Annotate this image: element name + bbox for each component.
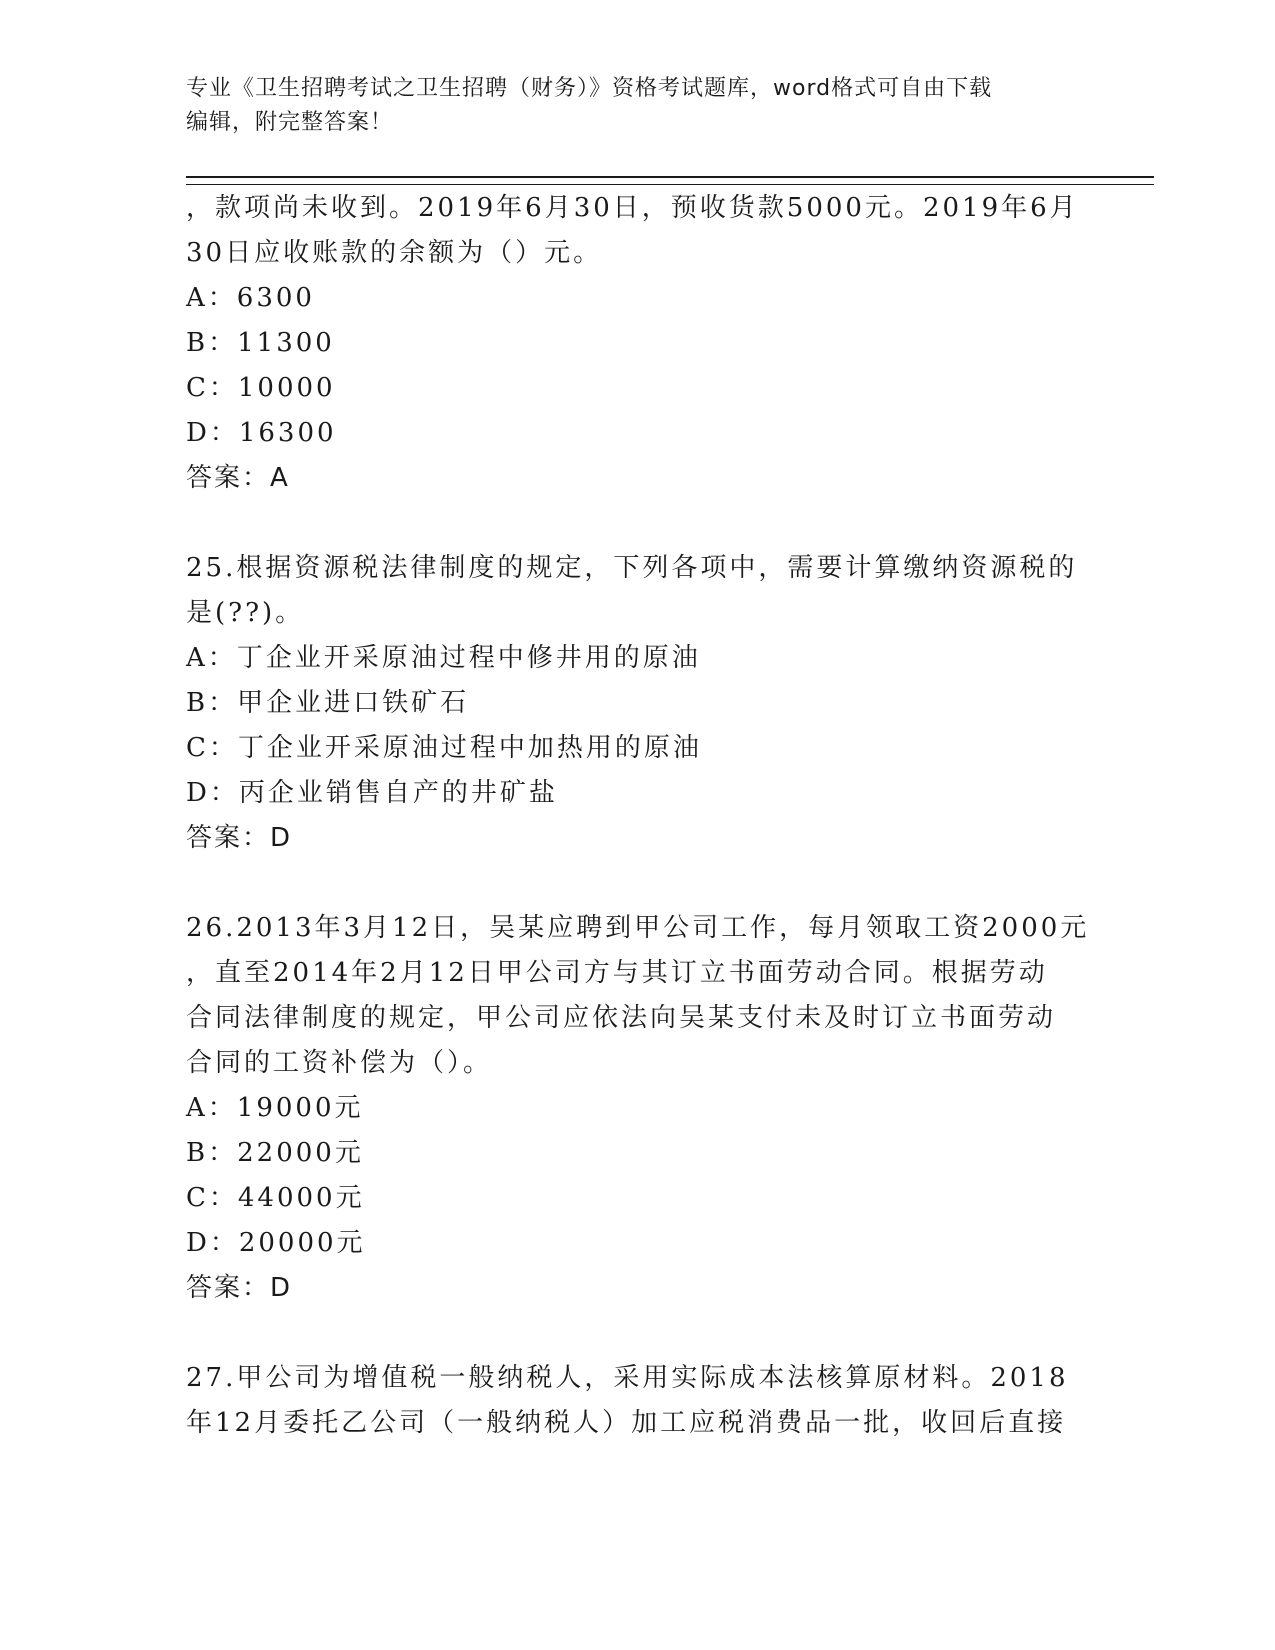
answer-line: 答案：D <box>186 823 293 853</box>
question-stem: 25.根据资源税法律制度的规定，下列各项中，需要计算缴纳资源税的 <box>186 553 1078 583</box>
option-c: C：44000元 <box>186 1183 365 1213</box>
question-spacer <box>186 861 1086 906</box>
answer-line: 答案：A <box>186 463 290 493</box>
question-spacer <box>186 1311 1086 1356</box>
page-header <box>186 72 1066 140</box>
header-rule-thin <box>186 184 1154 185</box>
option-d: D：16300 <box>186 418 337 448</box>
question-stem: 合同的工资补偿为（）。 <box>186 1048 493 1078</box>
question-24 <box>186 186 1086 501</box>
option-d: D：丙企业销售自产的井矿盐 <box>186 778 558 808</box>
option-a: A：丁企业开采原油过程中修井用的原油 <box>186 643 701 673</box>
question-stem: 年12月委托乙公司（一般纳税人）加工应税消费品一批，收回后直接 <box>186 1408 1067 1438</box>
question-26 <box>186 906 1090 1311</box>
header-line-1: 专业《卫生招聘考试之卫生招聘（财务）》资格考试题库，word格式可自由下载 <box>186 76 993 101</box>
question-stem: 合同法律制度的规定，甲公司应依法向吴某支付未及时订立书面劳动 <box>186 1003 1057 1033</box>
option-a: A：6300 <box>186 283 315 313</box>
question-stem: ，直至2014年2月12日甲公司方与其订立书面劳动合同。根据劳动 <box>186 958 1048 988</box>
option-b: B：22000元 <box>186 1138 364 1168</box>
option-c: C：10000 <box>186 373 336 403</box>
question-stem: 27.甲公司为增值税一般纳税人，采用实际成本法核算原材料。2018 <box>186 1363 1069 1393</box>
option-a: A：19000元 <box>186 1093 364 1123</box>
header-rule-thick <box>186 176 1154 178</box>
question-stem: 是(??)。 <box>186 598 305 628</box>
header-line-2: 编辑，附完整答案！ <box>186 110 394 135</box>
question-stem: 30日应收账款的余额为（）元。 <box>186 238 603 268</box>
document-body <box>186 186 1090 1446</box>
question-stem: 26.2013年3月12日，吴某应聘到甲公司工作，每月领取工资2000元 <box>186 913 1090 943</box>
question-25 <box>186 546 1086 861</box>
option-b: B：11300 <box>186 328 335 358</box>
question-27 <box>186 1356 1086 1446</box>
question-stem: ，款项尚未收到。2019年6月30日，预收货款5000元。2019年6月 <box>186 193 1079 223</box>
option-d: D：20000元 <box>186 1228 366 1258</box>
answer-line: 答案：D <box>186 1273 293 1303</box>
option-c: C：丁企业开采原油过程中加热用的原油 <box>186 733 702 763</box>
question-spacer <box>186 501 1086 546</box>
option-b: B：甲企业进口铁矿石 <box>186 688 470 718</box>
